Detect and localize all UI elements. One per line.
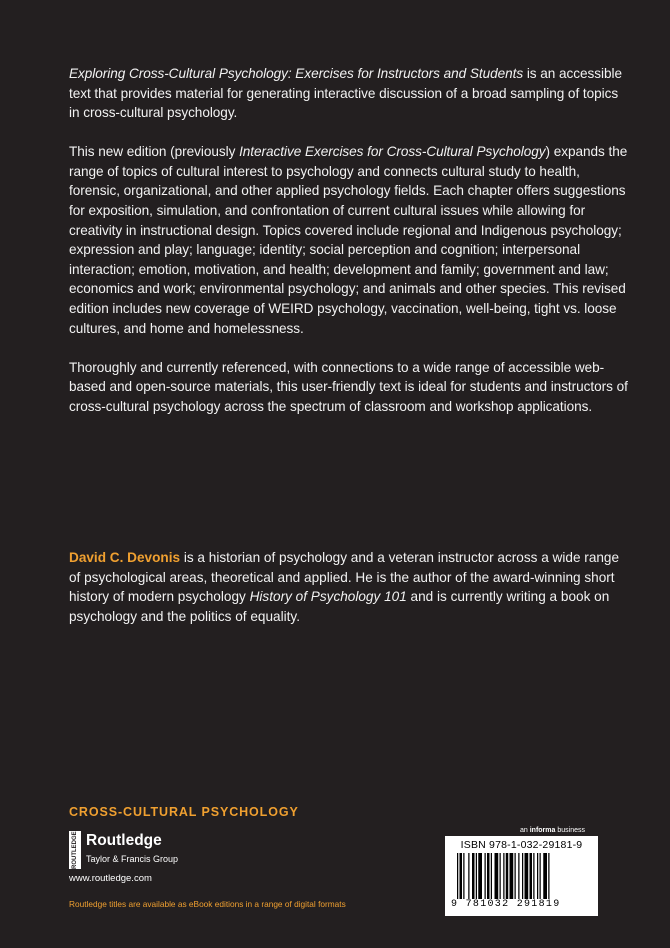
- book-description: [69, 64, 629, 436]
- barcode-bar: [487, 853, 490, 899]
- barcode-icon: [457, 853, 587, 899]
- isbn-barcode: [445, 836, 598, 916]
- barcode-bar: [522, 853, 523, 899]
- barcode-bar: [510, 853, 514, 899]
- barcode-bar: [495, 853, 499, 899]
- barcode-bar: [457, 853, 458, 899]
- barcode-bar: [518, 853, 519, 899]
- barcode-bar: [500, 853, 501, 899]
- author-name: David C. Devonis: [69, 550, 181, 565]
- publisher-logo: [69, 831, 239, 875]
- description-paragraph-3: Thoroughly and currently referenced, with connections to a wide range of accessible web-based and open-source materials, this user-friendly text is ideal for students and instructors of cross-cultural psychology across the spectrum of classroom and workshop applications.: [69, 359, 628, 414]
- description-paragraph-1: Exploring Cross-Cultural Psychology: Exercises for Instructors and Students is an accessible text that provides material for generating interactive discussion of a broad sampling of topics in cross-cultural psychology.: [69, 66, 622, 121]
- barcode-bar: [525, 853, 529, 899]
- informa-business-label: an informa business: [520, 827, 585, 834]
- author-bio: David C. Devonis is a historian of psychology and a veteran instructor across a wide range of psychological areas, theoretical and applied. He is the author of the award-winning short history of modern psychology History of Psychology 101 and is currently writing a book on psychology and the politics of equality.: [69, 550, 620, 624]
- book-title: Exploring Cross-Cultural Psychology: Exercises for Instructors and Students: [69, 66, 524, 81]
- barcode-bar: [476, 853, 477, 899]
- barcode-bar: [472, 853, 475, 899]
- barcode-bar: [548, 853, 549, 899]
- routledge-mark-icon: ROUTLEDGE: [69, 831, 81, 869]
- barcode-bar: [530, 853, 533, 899]
- barcode-bar: [533, 853, 534, 899]
- barcode-bar: [537, 853, 538, 899]
- barcode-bar: [540, 853, 541, 899]
- barcode-bar: [468, 853, 469, 899]
- barcode-bar: [485, 853, 486, 899]
- barcode-bar: [503, 853, 504, 899]
- barcode-digits: 9 781032 291819: [451, 899, 561, 910]
- barcode-bar: [506, 853, 509, 899]
- barcode-bar: [543, 853, 547, 899]
- isbn-label: ISBN 978-1-032-29181-9: [460, 839, 583, 851]
- barcode-bar: [478, 853, 482, 899]
- barcode-bar: [463, 853, 464, 899]
- publisher-group: Taylor & Francis Group: [86, 854, 179, 864]
- barcode-bar: [491, 853, 492, 899]
- publisher-website[interactable]: www.routledge.com: [69, 873, 152, 884]
- author-book-title: History of Psychology 101: [249, 589, 407, 605]
- barcode-bar: [515, 853, 516, 899]
- series-label: CROSS-CULTURAL PSYCHOLOGY: [69, 805, 299, 819]
- barcode-bar: [460, 853, 463, 899]
- ebook-note: Routledge titles are available as eBook editions in a range of digital formats: [69, 899, 346, 909]
- previous-title: Interactive Exercises for Cross-Cultural Psychology: [239, 144, 546, 160]
- description-paragraph-2: This new edition (previously Interactive Exercises for Cross-Cultural Psychology) expands the range of topics of cultural interest to psychology and connects cultural study to health, forensic, organizational, and other applied psychology fields. Each chapter offers suggestions for exposition, simulation, and confrontation of current cultural issues while allowing for creativity in instructional design. Topics covered include regional and Indigenous psychology; expression and play; language; identity; social perception and cognition; interpersonal interaction; emotion, motivation, and health; development and family; government and law; economics and work; environmental psychology; and animals and other species. This revised edition includes new coverage of WEIRD psychology, vaccination, well-being, tight vs. loose cultures, and home and homelessness.: [69, 144, 628, 336]
- publisher-name: Routledge: [86, 832, 162, 849]
